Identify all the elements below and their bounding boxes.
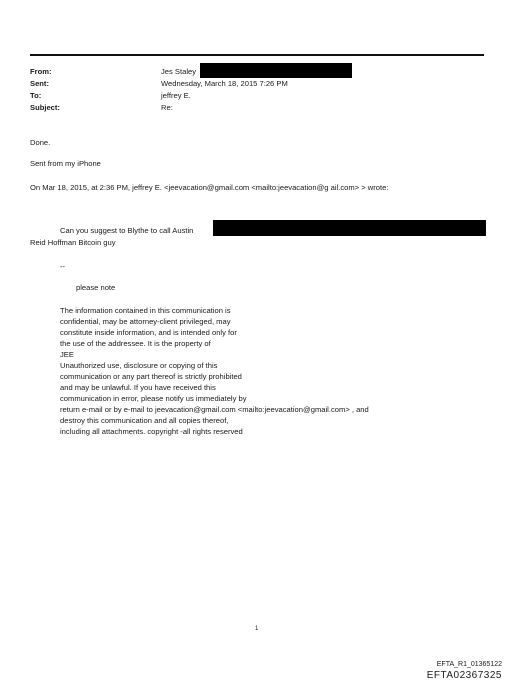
notice-line: the use of the addressee. It is the property of (60, 339, 211, 348)
signature-text: Sent from my iPhone (30, 159, 101, 168)
notice-line: communication or any part thereof is strictly prohibited (60, 372, 242, 381)
subject-label: Subject: (30, 103, 60, 112)
notice-line: return e-mail or by e-mail to jeevacation@gmail.com <mailto:jeevacation@gmail.com> , and (60, 405, 369, 414)
to-label: To: (30, 91, 42, 100)
from-label: From: (30, 67, 52, 76)
sent-label: Sent: (30, 79, 49, 88)
notice-line: Unauthorized use, disclosure or copying of this (60, 361, 218, 370)
notice-line: and may be unlawful. If you have received this (60, 383, 216, 392)
please-note: please note (76, 283, 116, 292)
sent-value: Wednesday, March 18, 2015 7:26 PM (161, 79, 288, 88)
redaction-box (200, 63, 352, 78)
notice-line: The information contained in this communication is (60, 306, 231, 315)
quote-intro: On Mar 18, 2015, at 2:36 PM, jeffrey E. <jeevacation@gmail.com <mailto:jeevacation@g ail.com> > wrote: (30, 183, 389, 192)
notice-line: destroy this communication and all copies thereof, (60, 416, 229, 425)
subject-value: Re: (161, 103, 173, 112)
notice-line: communication in error, please notify us immediately by (60, 394, 247, 403)
footer-code-1: EFTA_R1_01365122 (436, 661, 502, 668)
from-value: Jes Staley (161, 67, 197, 76)
notice-line: JEE (60, 350, 74, 359)
quoted-line-1: Can you suggest to Blythe to call Austin (60, 226, 194, 235)
to-value: jeffrey E. (161, 91, 191, 100)
separator: -- (60, 262, 66, 271)
reply-text: Done. (30, 138, 51, 147)
notice-line: confidential, may be attorney-client privileged, may (60, 317, 231, 326)
notice-line: including all attachments. copyright -all rights reserved (60, 427, 243, 436)
page-number: 1 (255, 626, 259, 632)
redaction-box (213, 220, 486, 236)
notice-line: constitute inside information, and is intended only for (60, 328, 237, 337)
header-rule (30, 54, 484, 56)
footer-code-2: EFTA02367325 (426, 670, 502, 681)
quoted-line-2: Reid Hoffman Bitcoin guy (30, 238, 116, 247)
